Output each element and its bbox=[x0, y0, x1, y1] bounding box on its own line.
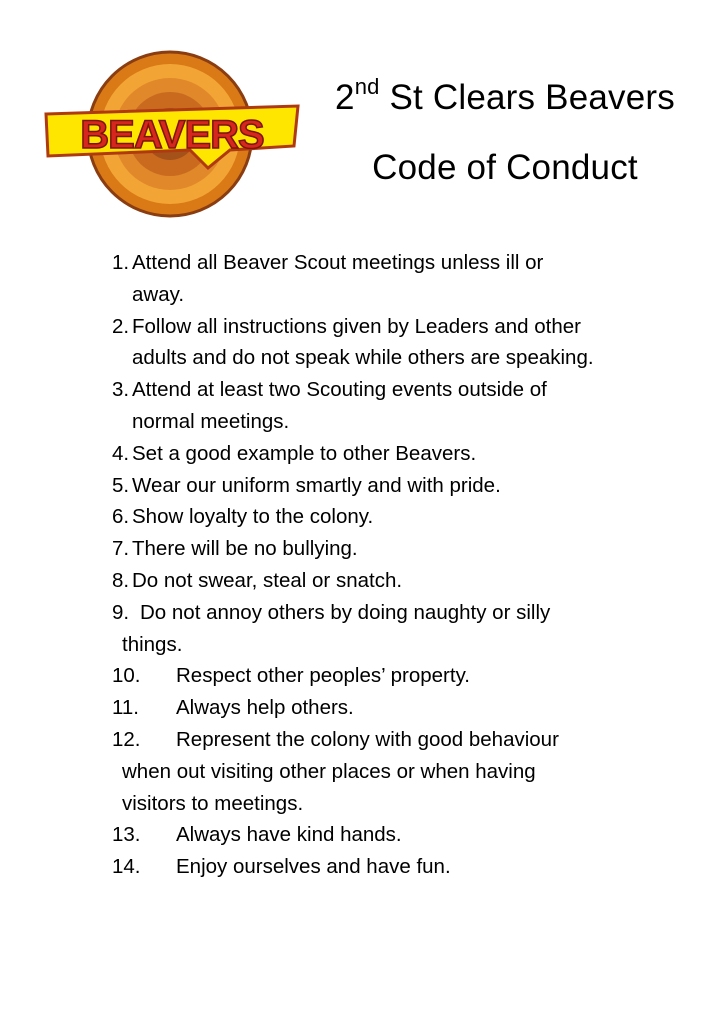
rule-text: Attend all Beaver Scout meetings unless ill or bbox=[132, 251, 544, 274]
rule-text: Enjoy ourselves and have fun. bbox=[176, 855, 451, 879]
rule-text: Follow all instructions given by Leaders and other bbox=[132, 314, 581, 338]
rule-text: adults and do not speak while others are speaking. bbox=[132, 346, 594, 370]
title-ordinal-number: 2 bbox=[335, 78, 355, 117]
page-subtitle: Code of Conduct bbox=[372, 148, 638, 187]
rule-number: 11. bbox=[112, 696, 139, 720]
rule-text: Wear our uniform smartly and with pride. bbox=[132, 473, 501, 497]
rule-text: visitors to meetings. bbox=[122, 791, 304, 815]
rule-text: Represent the colony with good behaviour bbox=[176, 728, 559, 751]
rule-text: Show loyalty to the colony. bbox=[132, 505, 374, 529]
rule-text: away. bbox=[132, 282, 185, 306]
rule-number: 13. bbox=[112, 823, 141, 847]
svg-text:BEAVERS: BEAVERS bbox=[80, 113, 264, 157]
rule-number: 1. bbox=[112, 251, 130, 274]
rule-number: 5. bbox=[112, 473, 130, 497]
rule-number: 4. bbox=[112, 441, 130, 465]
rule-text: Respect other peoples’ property. bbox=[176, 664, 470, 688]
rule-number: 10. bbox=[112, 664, 141, 688]
rule-number: 6. bbox=[112, 505, 130, 529]
rule-number: 9. bbox=[112, 600, 130, 624]
title-text: St Clears Beavers bbox=[379, 78, 675, 117]
beavers-logo bbox=[40, 50, 304, 218]
rule-number: 12. bbox=[112, 728, 141, 751]
rule-text: things. bbox=[122, 632, 183, 656]
rule-number: 3. bbox=[112, 378, 130, 402]
rule-text: Do not swear, steal or snatch. bbox=[132, 569, 403, 592]
rule-text: Attend at least two Scouting events outside of bbox=[132, 378, 547, 402]
rule-number: 2. bbox=[112, 314, 130, 338]
rule-text: Always help others. bbox=[176, 696, 354, 720]
rule-text: Set a good example to other Beavers. bbox=[132, 441, 477, 465]
page-title bbox=[320, 74, 690, 118]
rule-number: 7. bbox=[112, 537, 130, 561]
rule-number: 14. bbox=[112, 855, 141, 879]
rule-text: Do not annoy others by doing naughty or silly bbox=[140, 600, 551, 624]
rule-text: Always have kind hands. bbox=[176, 823, 402, 847]
rule-text: when out visiting other places or when having bbox=[122, 759, 536, 783]
rule-text: normal meetings. bbox=[132, 410, 290, 433]
rule-number: 8. bbox=[112, 569, 130, 592]
rule-text: There will be no bullying. bbox=[132, 537, 358, 561]
title-ordinal-suffix: nd bbox=[354, 74, 380, 99]
